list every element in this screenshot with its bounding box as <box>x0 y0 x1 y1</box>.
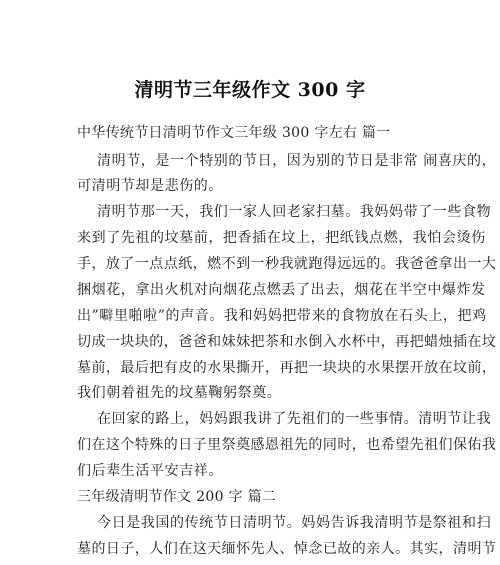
paragraph-line: 出”噼里啪啦”的声音。我和妈妈把带来的食物放在石头上，把鸡 <box>77 308 487 324</box>
paragraph-line: 捆烟花，拿出火机对向烟花点燃丢了出去，烟花在半空中爆炸发 <box>77 282 486 298</box>
paragraph-line: 们在这个特殊的日子里祭奠感恩祖先的同时，也希望先祖们保佑我 <box>77 437 497 453</box>
paragraph-line: 们后辈生活平安吉祥。 <box>77 463 223 479</box>
paragraph-line: 我们朝着祖先的坟墓鞠躬祭奠。 <box>77 385 282 401</box>
paragraph-line: 切成一块块的，爸爸和妹妹把茶和水倒入水杯中，再把蜡烛插在坟 <box>77 334 497 350</box>
paragraph-line: 墓的日子，人们在这天缅怀先人、悼念已故的亲人。其实，清明节 <box>77 541 497 557</box>
paragraph-line: 在回家的路上，妈妈跟我讲了先祖们的一些事情。清明节让我 <box>97 411 492 427</box>
paragraph-line: 可清明节却是悲伤的。 <box>77 178 223 194</box>
paragraph-line: 清明节那一天，我们一家人回老家扫墓。我妈妈带了一些食物 <box>97 204 492 220</box>
section-heading: 中华传统节日清明节作文三年级 300 字左右 篇一 <box>77 125 391 141</box>
paragraph-line: 来到了先祖的坟墓前，把香插在坟上，把纸钱点燃，我怕会烫伤 <box>77 230 486 246</box>
paragraph-line: 墓前，最后把有皮的水果撕开，再把一块块的水果摆开放在坟前， <box>77 360 497 376</box>
paragraph-line: 今日是我国的传统节日清明节。妈妈告诉我清明节是祭祖和扫 <box>97 515 492 531</box>
section-heading: 三年级清明节作文 200 字 篇二 <box>77 489 277 505</box>
paragraph-line: 清明节，是一个特别的节日，因为别的节日是非常 闹喜庆的， <box>97 153 497 169</box>
document-title: 清明节三年级作文 300 字 <box>134 79 366 101</box>
paragraph-line: 手，放了一点点纸，燃不到一秒我就跑得远远的。我爸爸拿出一大 <box>77 256 497 272</box>
